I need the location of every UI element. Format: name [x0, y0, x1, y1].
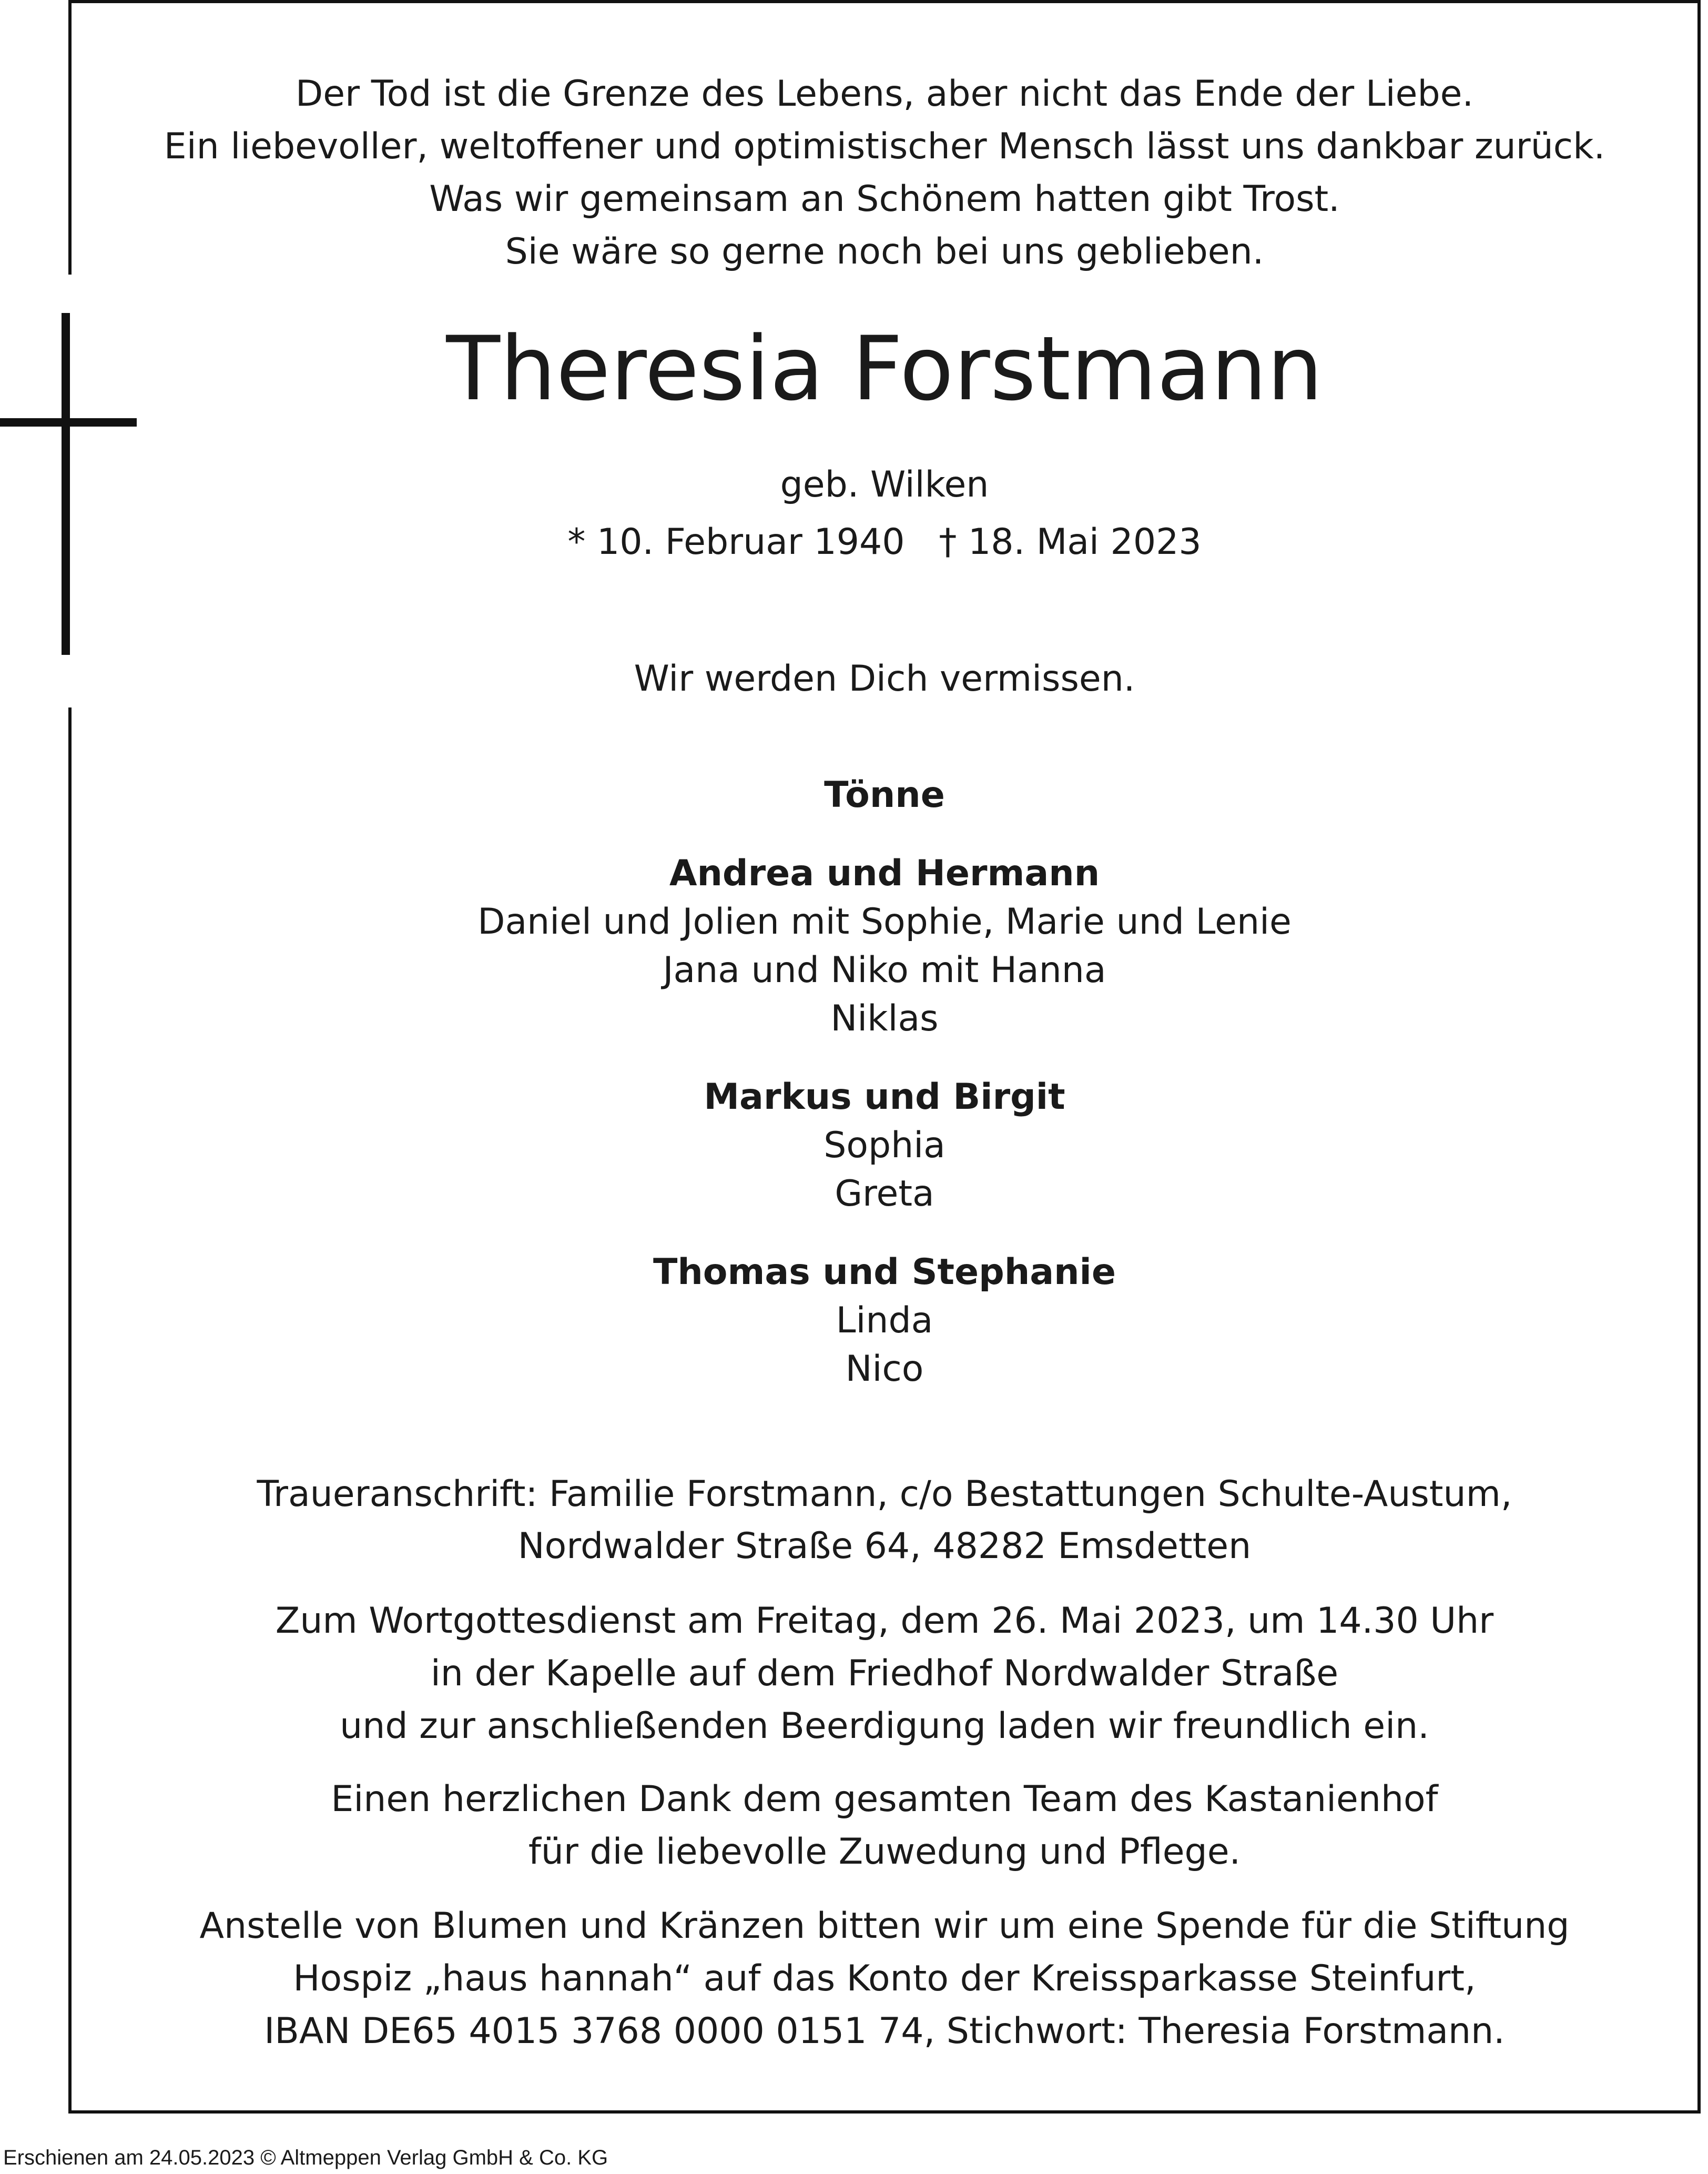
publication-footer: Erschienen am 24.05.2023 © Altmeppen Verlag GmbH & Co. KG [3, 2146, 608, 2169]
family-3-head: Thomas und Stephanie [653, 1251, 1116, 1293]
service-line-2: in der Kapelle auf dem Friedhof Nordwalder Straße [430, 1653, 1339, 1694]
motto-line-2: Ein liebevoller, weltoffener und optimistischer Mensch lässt uns dankbar zurück. [164, 126, 1605, 167]
family-1-member: Daniel und Jolien mit Sophie, Marie und Lenie [477, 901, 1292, 943]
family-3-member: Linda [836, 1300, 933, 1341]
cross-vertical-bar [62, 313, 70, 655]
frame-top-border [68, 0, 1701, 3]
motto-line-3: Was wir gemeinsam an Schönem hatten gibt Trost. [429, 178, 1340, 220]
family-1-member: Jana und Niko mit Hanna [663, 949, 1106, 991]
service-line-3: und zur anschließenden Beerdigung laden wir freundlich ein. [340, 1705, 1429, 1747]
family-3-member: Nico [845, 1348, 924, 1390]
thanks-line-2: für die liebevolle Zuwedung und Pflege. [528, 1831, 1241, 1873]
frame-bottom-border [68, 2110, 1701, 2114]
mourning-address-line-2: Nordwalder Straße 64, 48282 Emsdetten [517, 1525, 1252, 1567]
family-2-member: Greta [835, 1173, 934, 1215]
family-2-member: Sophia [824, 1125, 946, 1166]
family-1-head: Andrea und Hermann [669, 853, 1100, 894]
life-dates: * 10. Februar 1940 † 18. Mai 2023 [567, 521, 1202, 563]
frame-right-border [1697, 0, 1701, 2114]
service-line-1: Zum Wortgottesdienst am Freitag, dem 26. Mai 2023, um 14.30 Uhr [275, 1600, 1494, 1642]
mourning-address-line-1: Traueranschrift: Familie Forstmann, c/o Bestattungen Schulte-Austum, [257, 1473, 1512, 1515]
deceased-name: Theresia Forstmann [446, 317, 1323, 420]
motto-line-1: Der Tod ist die Grenze des Lebens, aber nicht das Ende der Liebe. [295, 73, 1474, 115]
cross-horizontal-bar [0, 418, 137, 427]
maiden-name: geb. Wilken [780, 464, 989, 505]
donation-line-1: Anstelle von Blumen und Kränzen bitten wir um eine Spende für die Stiftung [199, 1905, 1570, 1947]
motto-line-4: Sie wäre so gerne noch bei uns geblieben. [505, 231, 1264, 272]
thanks-line-1: Einen herzlichen Dank dem gesamten Team des Kastanienhof [331, 1778, 1438, 1820]
donation-line-3: IBAN DE65 4015 3768 0000 0151 74, Stichwort: Theresia Forstmann. [264, 2010, 1505, 2052]
mourner-spouse: Tönne [824, 774, 945, 816]
family-2-head: Markus und Birgit [704, 1076, 1065, 1118]
family-1-member: Niklas [830, 998, 939, 1039]
donation-line-2: Hospiz „haus hannah“ auf das Konto der Kreissparkasse Steinfurt, [293, 1958, 1476, 1999]
farewell-text: Wir werden Dich vermissen. [634, 658, 1135, 700]
